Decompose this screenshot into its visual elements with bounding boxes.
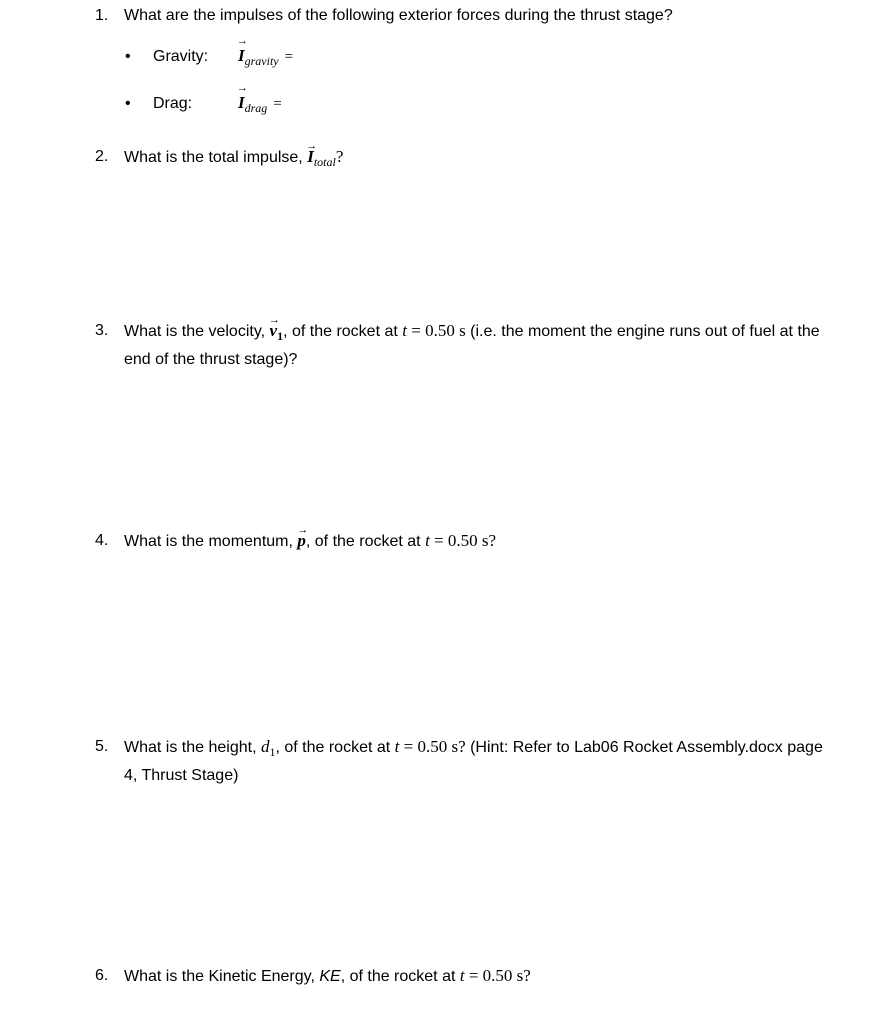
question-number: 6. [95, 967, 109, 984]
impulse-vector-symbol: → I [238, 46, 245, 66]
question-4 [95, 529, 835, 554]
question-text: What are the impulses of the following exterior forces during the thrust stage? [124, 7, 673, 24]
question-number: 1. [95, 7, 109, 24]
bullet-label: Drag: [153, 95, 193, 112]
impulse-gravity-expression [238, 46, 293, 69]
impulse-vector-symbol: → I [238, 93, 245, 113]
momentum-symbol: → p [297, 529, 306, 553]
total-impulse-symbol: → I [307, 145, 314, 169]
question-text: What is the total impulse, → $I_{total}$? [124, 145, 835, 174]
question-3 [95, 319, 835, 372]
question-6 [95, 964, 835, 989]
question-text: What is the velocity, → $v_1$, of the rocket at t = 0.50 s (i.e. the moment the engine runs out of fuel at the end of the thrust stage)? [124, 319, 835, 372]
question-number: 2. [95, 148, 109, 165]
question-text: What is the momentum, → p, of the rocket at t = 0.50 s? [124, 529, 835, 554]
question-2 [95, 145, 835, 174]
question-5 [95, 735, 835, 788]
equals-sign: = [273, 96, 282, 112]
impulse-subscript: drag [244, 101, 268, 115]
question-number: 3. [95, 322, 109, 339]
equals-sign: = [284, 49, 294, 65]
velocity-symbol: → v [270, 319, 278, 343]
impulse-subscript: gravity [244, 54, 279, 68]
question-number: 4. [95, 532, 109, 549]
impulse-drag-expression [238, 93, 282, 116]
question-text: What is the Kinetic Energy, KE, of the rocket at t = 0.50 s? [124, 966, 531, 985]
question-number: 5. [95, 738, 109, 755]
kinetic-energy-symbol: KE [319, 968, 341, 985]
bullet-label: Gravity: [153, 48, 209, 65]
bullet-dot: • [125, 48, 131, 65]
bullet-dot: • [125, 95, 131, 112]
question-1 [95, 4, 835, 28]
height-symbol: d [260, 737, 270, 756]
question-text: What is the height, $d_1$, of the rocket at t = 0.50 s? (Hint: Refer to Lab06 Rocket Assembly.docx page 4, Thrust Stage) [124, 737, 823, 784]
